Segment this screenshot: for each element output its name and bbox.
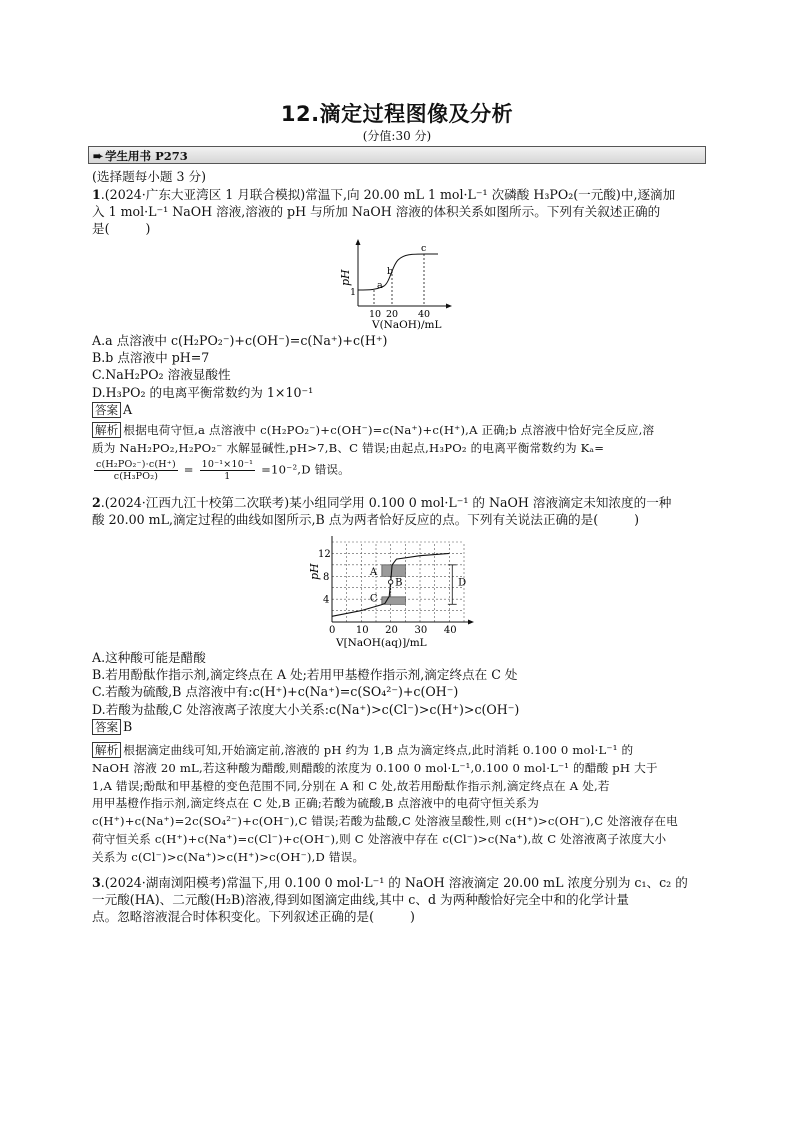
q2-y-tick: 12 [318, 548, 331, 560]
arrow-right-icon: ➨ [93, 149, 104, 163]
q2-option-b: B.若用酚酞作指示剂,滴定终点在 A 处;若用甲基橙作指示剂,滴定终点在 C 处 [92, 667, 518, 683]
q1-x-label: V(NaOH)/mL [372, 319, 442, 330]
q2-x-axis-arrow [468, 620, 474, 625]
q1-analysis: 解析 根据电荷守恒,a 点溶液中 c(H₂PO₂⁻)+c(OH⁻)=c(Na⁺)+c(H⁺),A 正确;b 点溶液中恰好完全反应,溶 质为 NaH₂PO₂,H₂PO₂⁻ 水解显碱性,pH>7,B、C 错误;由起点,H₃PO₂ 的电离平衡常数约为 Kₐ= $\frac{\text{c(H₂PO₂⁻)·c(H⁺)}}{\text{c(H₃PO₂)}}$ = $\frac{\text{10⁻¹×10⁻¹}}{1}$ =10⁻²,D 错误。 [92, 423, 655, 482]
q1-fraction-ka: $\frac{\text{c(H₂PO₂⁻)·c(H⁺)}}{\text{c(H₃PO₂)}}$ [96, 458, 176, 482]
section-note: (选择题每小题 3 分) [92, 169, 207, 184]
q2-y-tick: 8 [323, 571, 330, 583]
q1-y-axis-arrow [356, 239, 361, 245]
q2-point-label-a: A [369, 567, 378, 579]
q2-point-label-d: D [458, 577, 467, 589]
q2-answer: 答案 B [92, 718, 710, 735]
q1-x-axis-arrow [446, 304, 452, 309]
q1-y-tick: 1 [350, 287, 357, 298]
score-note: (分值:30 分) [362, 129, 432, 143]
q1-option-b: B.b 点溶液中 pH=7 [92, 350, 210, 366]
q1-number: 1 [92, 187, 101, 202]
q1-options [92, 332, 710, 418]
q1-stem: 1.(2024·广东大亚湾区 1 月联合模拟)常温下,向 20.00 mL 1 mol·L⁻¹ 次磷酸 H₃PO₂(一元酸)中,逐滴加 入 1 mol·L⁻¹ NaOH 溶液,溶液的 pH 与所加 NaOH 溶液的体积关系如图所示。下列有关叙述正确的 是( ) [92, 187, 676, 237]
q1-x-tick-10: 10 [369, 309, 382, 320]
q1-point-label-c: c [421, 243, 427, 254]
q1-option-a: A.a 点溶液中 c(H₂PO₂⁻)+c(OH⁻)=c(Na⁺)+c(H⁺) [92, 333, 388, 348]
q1-y-label: pH [339, 269, 352, 286]
q1-fraction-value: $\frac{\text{10⁻¹×10⁻¹}}{1}$ [201, 458, 254, 482]
q2-stem: 2.(2024·江西九江十校第二次联考)某小组同学用 0.100 0 mol·L⁻¹ 的 NaOH 溶液滴定未知浓度的一种 酸 20.00 mL,滴定过程的曲线如图所示,B 点为两者恰好反应的点。下列有关说法正确的是( ) [92, 495, 672, 528]
q2-number: 2 [92, 495, 101, 510]
q2-band-0 [382, 565, 405, 576]
q2-x-tick: 10 [355, 625, 369, 636]
q3-stem: 3.(2024·湖南浏阳模考)常温下,用 0.100 0 mol·L⁻¹ 的 NaOH 溶液滴定 20.00 mL 浓度分别为 c₁、c₂ 的 一元酸(HA)、二元酸(H₂B)溶液,得到如图滴定曲线,其中 c、d 为两种酸恰好完全中和的化学计量 点。忽略溶液混合时体积变化。下列叙述正确的是( ) [92, 875, 688, 925]
q1-point-label-b: b [387, 266, 394, 277]
q2-x-tick: 30 [414, 625, 428, 636]
q1-chart [336, 238, 466, 330]
book-reference-bar [88, 146, 706, 164]
q2-point-label-b: B [395, 577, 403, 589]
q2-titration-curve [332, 553, 449, 616]
q2-point-b-marker [388, 580, 392, 584]
q2-x-tick: 0 [329, 625, 336, 636]
q2-options [92, 649, 710, 735]
q1-answer: 答案 A [92, 401, 710, 418]
book-reference: 学生用书 P273 [105, 149, 188, 163]
q2-chart [300, 536, 500, 648]
q1-curve [358, 254, 438, 290]
q2-option-d: D.若酸为盐酸,C 处溶液离子浓度大小关系:c(Na⁺)>c(Cl⁻)>c(H⁺)>c(OH⁻) [92, 701, 520, 717]
q2-x-tick: 20 [385, 625, 398, 636]
q2-y-tick: 4 [323, 594, 330, 606]
q2-y-label: pH [308, 563, 321, 580]
q1-x-tick-20: 20 [386, 309, 399, 320]
q2-analysis: 解析 根据滴定曲线可知,开始滴定前,溶液的 pH 约为 1,B 点为滴定终点,此时消耗 0.100 0 mol·L⁻¹ 的 NaOH 溶液 20 mL,若这种酸为醋酸,则醋酸的浓度为 0.100 0 mol·L⁻¹,0.100 0 mol·L⁻¹ 的醋酸 pH 大于 1,A 错误;酚酞和甲基橙的变色范围不同,分别在 A 和 C 处,故若用酚酞作指示剂,滴定终点在 A 处,若 用甲基橙作指示剂,滴定终点在 C 处,B 正确;若酸为硫酸,B 点溶液中的电荷守恒关系为 c(H⁺)+c(Na⁺)=2c(SO₄²⁻)+c(OH⁻),C 错误;若酸为盐酸,C 处溶液呈酸性,则 c(H⁺)>c(OH⁻),C 处溶液存在电 荷守恒关系 c(H⁺)+c(Na⁺)=c(Cl⁻)+c(OH⁻),则 C 处溶液中存在 c(Cl⁻)>c(Na⁺),故 C 处溶液离子浓度大小 关系为 c(Cl⁻)>c(Na⁺)>c(H⁺)>c(OH⁻),D 错误。 [92, 743, 678, 864]
page-title: 12.滴定过程图像及分析 [280, 102, 514, 126]
q1-point-label-a: a [377, 280, 383, 291]
q3-number: 3 [92, 875, 101, 890]
q1-option-d: D.H₃PO₂ 的电离平衡常数约为 1×10⁻¹ [92, 384, 314, 400]
q1-x-tick-40: 40 [418, 309, 431, 320]
q2-x-label: V[NaOH(aq)]/mL [336, 637, 427, 648]
q2-point-label-c: C [369, 593, 378, 605]
q2-x-tick: 40 [443, 625, 457, 636]
q2-option-c: C.若酸为硫酸,B 点溶液中有:c(H⁺)+c(Na⁺)=c(SO₄²⁻)+c(OH⁻) [92, 684, 459, 700]
q1-option-c: C.NaH₂PO₂ 溶液显酸性 [92, 367, 231, 383]
q2-option-a: A.这种酸可能是醋酸 [92, 650, 206, 665]
